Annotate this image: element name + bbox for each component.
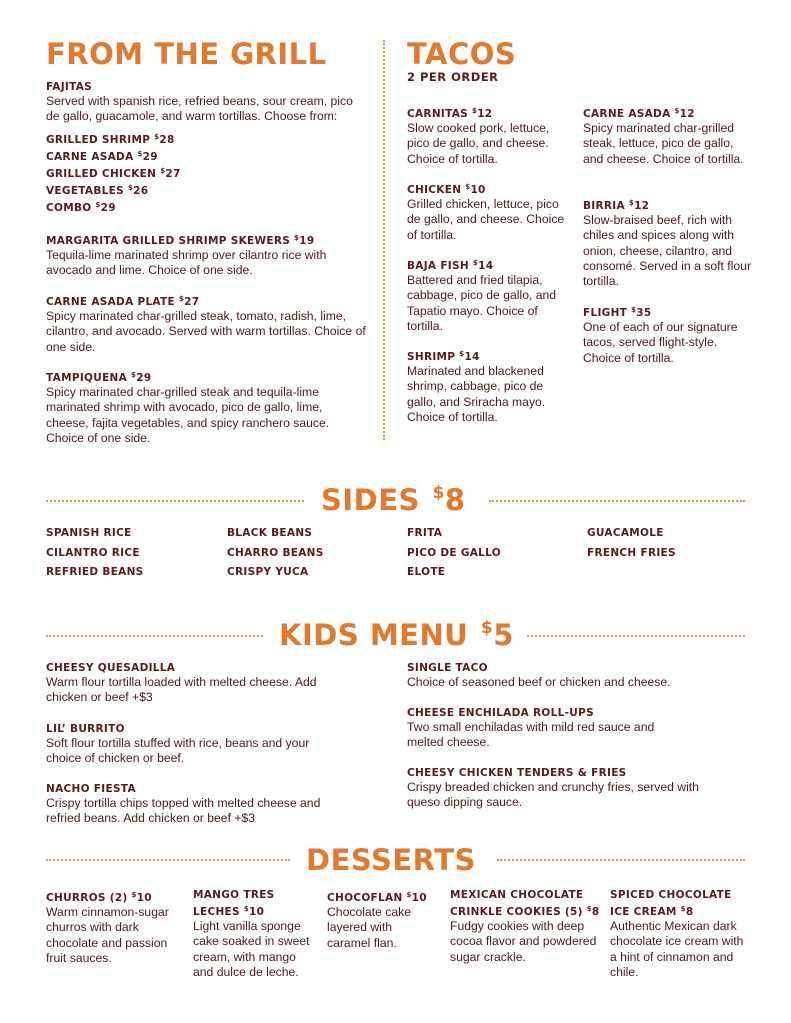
taco-item (583, 104, 753, 167)
tacos-subtitle: 2 PER ORDER (407, 70, 499, 84)
item-name: CHEESY CHICKEN TENDERS & FRIES (407, 767, 627, 779)
fajita-options (46, 130, 366, 215)
item-desc: Warm cinnamon-sugar churros with dark chocolate and passion fruit sauces. (46, 905, 169, 965)
section-rule (489, 500, 745, 502)
item-name: CHURROS (2) $10 (46, 891, 152, 904)
item-name: BAJA FISH $14 (407, 259, 494, 272)
menu-item (46, 368, 366, 446)
side-item: CHARRO BEANS (227, 546, 324, 559)
side-item: CRISPY YUCA (227, 566, 309, 578)
dessert-item (193, 888, 318, 980)
item-name: LIL’ BURRITO (46, 723, 125, 735)
section-rule (527, 635, 745, 637)
kids-item (407, 661, 727, 690)
side-item: CILANTRO RICE (46, 546, 140, 559)
item-desc: Spicy marinated char-grilled steak, lettuce, pico de gallo, and cheese. Choice of tortilla. (583, 121, 744, 166)
item-name: SHRIMP $14 (407, 350, 480, 363)
fajita-option: GRILLED SHRIMP $28 (46, 132, 175, 146)
dessert-item (610, 888, 750, 980)
taco-item (407, 256, 557, 334)
side-item: PICO DE GALLO (407, 546, 502, 559)
fajita-option: VEGETABLES $26 (46, 183, 149, 197)
taco-item (407, 347, 567, 425)
side-item: ELOTE (407, 566, 446, 578)
item-name: CARNE ASADA PLATE $27 (46, 295, 200, 308)
item-name: SINGLE TACO (407, 662, 488, 674)
taco-item (583, 196, 753, 289)
item-name: CHEESY QUESADILLA (46, 662, 176, 674)
item-desc: Soft flour tortilla stuffed with rice, beans and your choice of chicken or beef. (46, 736, 310, 766)
section-rule (46, 859, 290, 861)
tacos-title: TACOS (407, 37, 517, 71)
grill-title: FROM THE GRILL (46, 37, 327, 71)
dessert-item (450, 888, 600, 965)
sides-column (227, 524, 324, 583)
item-name: MANGO TRES LECHES $10 (193, 889, 275, 918)
item-name: CHOCOFLAN $10 (327, 891, 427, 904)
item-desc: Light vanilla sponge cake soaked in sweet cream, with mango and dulce de leche. (193, 919, 310, 979)
kids-item (46, 722, 316, 767)
sides-column (407, 524, 501, 583)
item-name: FAJITAS (46, 81, 93, 93)
item-name: BIRRIA $12 (583, 199, 650, 212)
item-desc: Slow-braised beef, rich with chiles and spices along with onion, cheese, cilantro, and consomé. Served in a soft flour tortilla. (583, 213, 752, 289)
fajita-option: GRILLED CHICKEN $27 (46, 166, 181, 180)
desserts-title: DESSERTS (306, 843, 476, 877)
taco-item (407, 104, 572, 167)
kids-item (46, 661, 336, 706)
item-desc: Fudgy cookies with deep cocoa flavor and powdered sugar crackle. (450, 919, 597, 964)
menu-item (46, 231, 366, 279)
kids-item (46, 782, 336, 827)
section-rule (46, 635, 263, 637)
item-desc: Authentic Mexican dark chocolate ice cream with a hint of cinnamon and chile. (610, 919, 744, 979)
taco-item (583, 303, 753, 366)
sides-title: SIDES $8 (321, 483, 466, 517)
fajita-option: COMBO $29 (46, 200, 116, 214)
side-item: REFRIED BEANS (46, 566, 144, 578)
item-name: MARGARITA GRILLED SHRIMP SKEWERS $19 (46, 234, 315, 247)
item-desc: Choice of seasoned beef or chicken and cheese. (407, 675, 671, 689)
item-desc: Spicy marinated char-grilled steak, tomato, radish, lime, cilantro, and avocado. Served with warm tortillas. Choice of one side. (46, 309, 366, 354)
taco-item (407, 180, 572, 243)
item-desc: Warm flour tortilla loaded with melted cheese. Add chicken or beef +$3 (46, 675, 317, 705)
side-item: FRENCH FRIES (587, 546, 676, 559)
item-name: TAMPIQUENA $29 (46, 371, 152, 384)
side-item: FRITA (407, 527, 443, 539)
item-name: SPICED CHOCOLATE ICE CREAM $8 (610, 889, 732, 918)
dessert-item (46, 888, 181, 966)
item-name: CARNITAS $12 (407, 107, 493, 120)
item-desc: Slow cooked pork, lettuce, pico de gallo, and cheese. Choice of tortilla. (407, 121, 550, 166)
item-desc: Two small enchiladas with mild red sauce and melted cheese. (407, 720, 655, 750)
side-item: GUACAMOLE (587, 527, 664, 539)
item-name: NACHO FIESTA (46, 783, 136, 795)
sides-column (587, 524, 676, 563)
item-name: CHEESE ENCHILADA ROLL-UPS (407, 707, 594, 719)
item-name: CARNE ASADA $12 (583, 107, 695, 120)
item-name: FLIGHT $35 (583, 306, 652, 319)
menu-item (46, 292, 366, 355)
item-name: CHICKEN $10 (407, 183, 486, 196)
item-desc: Spicy marinated char-grilled steak and tequila-lime marinated shrimp with avocado, pico de gallo, lime, cheese, fajita vegetables, and spicy ranchero sauce. Choice of one side. (46, 385, 330, 445)
sides-column (46, 524, 144, 583)
fajita-option: CARNE ASADA $29 (46, 149, 158, 163)
item-desc: Crispy breaded chicken and crunchy fries, served with queso dipping sauce. (407, 780, 699, 810)
section-rule (46, 500, 304, 502)
item-desc: One of each of our signature tacos, served flight-style. Choice of tortilla. (583, 320, 738, 365)
item-name: MEXICAN CHOCOLATE CRINKLE COOKIES (5) $8 (450, 889, 600, 918)
column-divider (383, 40, 385, 440)
dessert-item (327, 888, 437, 951)
item-desc: Crispy tortilla chips topped with melted cheese and refried beans. Add chicken or beef +$3 (46, 796, 321, 826)
item-desc: Marinated and blackened shrimp, cabbage, pico de gallo, and Sriracha mayo. Choice of tortilla. (407, 364, 546, 424)
kids-item (407, 706, 687, 751)
item-desc: Chocolate cake layered with caramel flan. (327, 905, 412, 950)
fajitas-item (46, 80, 366, 215)
kids-title: KIDS MENU $5 (279, 618, 514, 652)
item-desc: Served with spanish rice, refried beans, sour cream, pico de gallo, guacamole, and warm tortillas. Choose from: (46, 94, 353, 124)
side-item: SPANISH RICE (46, 527, 132, 539)
item-desc: Tequila-lime marinated shrimp over cilantro rice with avocado and lime. Choice of one side. (46, 248, 327, 278)
item-desc: Grilled chicken, lettuce, pico de gallo, and cheese. Choice of tortilla. (407, 197, 565, 242)
side-item: BLACK BEANS (227, 527, 313, 539)
item-desc: Battered and fried tilapia, cabbage, pico de gallo, and Tapatio mayo. Choice of tortilla. (407, 273, 557, 333)
kids-item (407, 766, 727, 811)
section-rule (497, 859, 745, 861)
